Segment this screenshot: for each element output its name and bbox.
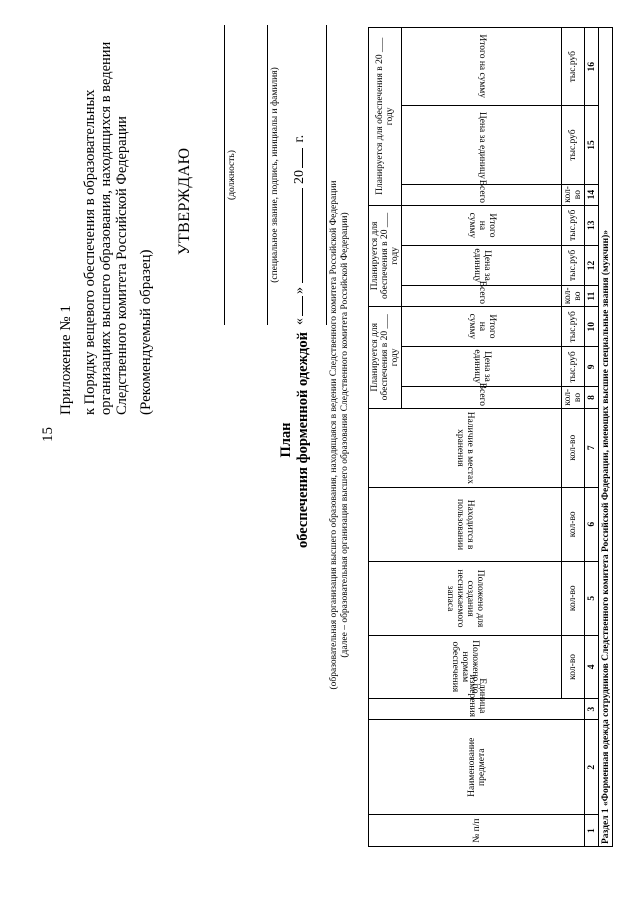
date-suffix: г. [292, 134, 307, 143]
unit-12: тыс.руб [562, 245, 585, 285]
unit-15: тыс.руб [562, 106, 585, 184]
unit-14: кол-во [562, 184, 585, 205]
unit-16: тыс.руб [562, 28, 585, 106]
col-number: 6 [585, 487, 599, 561]
org-caption-line2: (далее – образовательная организация высшего образования Следственного комитета Российской Федерации) [340, 212, 350, 658]
unit-7: кол-во [562, 408, 585, 487]
unit-10: тыс.руб [562, 307, 585, 347]
position-caption: (должность) [227, 150, 237, 200]
plan-title-line1: План [278, 422, 294, 458]
organization-rule [326, 25, 327, 325]
sub-price-2: Цена за единицу [402, 245, 562, 285]
header-norm: Положено по нормам обеспечения [369, 635, 562, 698]
sub-sum-1: Итого на сумму [402, 307, 562, 347]
rotated-document [56, 15, 636, 885]
approve-heading: УТВЕРЖДАЮ [176, 147, 193, 255]
col-number: 1 [585, 815, 599, 847]
page-number: 15 [40, 427, 56, 442]
plan-title [278, 245, 312, 635]
col-number: 2 [585, 720, 599, 815]
header-group2: Планируется для обеспечения в 20 ___ году [369, 205, 402, 306]
col-number: 5 [585, 561, 599, 635]
col-number: 3 [585, 699, 599, 720]
unit-4: кол-во [562, 635, 585, 698]
unit-6: кол-во [562, 487, 585, 561]
col-number: 4 [585, 635, 599, 698]
header-storage: Наличие в местах хранения [369, 408, 562, 487]
unit-9: тыс.руб [562, 347, 585, 387]
sub-total-2: Всего [402, 286, 562, 307]
date-open-quote: « [292, 318, 307, 325]
col-number: 8 [585, 387, 599, 408]
col-number: 7 [585, 408, 599, 487]
sub-price-1: Цена за единицу [402, 347, 562, 387]
appendix-block [58, 25, 154, 415]
sub-total-3: Всего [402, 184, 562, 205]
col-number: 13 [585, 205, 599, 245]
col-number: 10 [585, 307, 599, 347]
header-stock: Положено для создания неснижаемого запаса [369, 561, 562, 635]
appendix-text: к Порядку вещевого обеспечения в образовательных организациях высшего образования, находящихся в ведении Следственного комитета Российской Федерации [82, 41, 130, 415]
sample-note: (Рекомендуемый образец) [138, 249, 154, 415]
header-unit: Единица измерения [369, 699, 585, 720]
column-numbers-row [585, 28, 599, 847]
sub-price-3: Цена за единицу [402, 106, 562, 184]
signature-caption: (специальное звание, подпись, инициалы и фамилия) [270, 67, 280, 283]
unit-8: кол-во [562, 387, 585, 408]
col-number: 16 [585, 28, 599, 106]
section-1-heading: Раздел 1 «Форменная одежда сотрудников Следственного комитета Российской Федерации, имеющих высшие специальные звания (мужчин)» [599, 28, 613, 847]
unit-11: кол-во [562, 286, 585, 307]
header-in-use: Находится в пользовании [369, 487, 562, 561]
col-number: 14 [585, 184, 599, 205]
plan-title-line2: обеспечения форменной одеждой [295, 332, 311, 549]
header-group3: Планируется для обеспечения в 20 ___ году [369, 28, 402, 206]
sub-sum-3: Итого на сумму [402, 28, 562, 106]
sub-total-1: Всего [402, 387, 562, 408]
col-number: 11 [585, 286, 599, 307]
unit-5: кол-во [562, 561, 585, 635]
col-number: 12 [585, 245, 599, 285]
col-number: 15 [585, 106, 599, 184]
sub-sum-2: Итого на сумму [402, 205, 562, 245]
plan-table [368, 27, 613, 847]
header-group1: Планируется для обеспечения в 20 ___ году [369, 307, 402, 408]
col-number: 9 [585, 347, 599, 387]
signature-line [245, 25, 268, 325]
appendix-title: Приложение № 1 [58, 305, 74, 415]
header-num: № п/п [369, 815, 585, 847]
header-name: Наименование предмета [369, 720, 585, 815]
unit-13: тыс.руб [562, 205, 585, 245]
organization-caption [326, 25, 351, 845]
org-caption-line1: (образовательная организация высшего образования, находящаяся в ведении Следственного комитета Российской Федерации [329, 180, 339, 690]
date-year: 20 [292, 170, 307, 184]
date-close-quote: » [292, 287, 307, 294]
position-line [202, 25, 225, 325]
